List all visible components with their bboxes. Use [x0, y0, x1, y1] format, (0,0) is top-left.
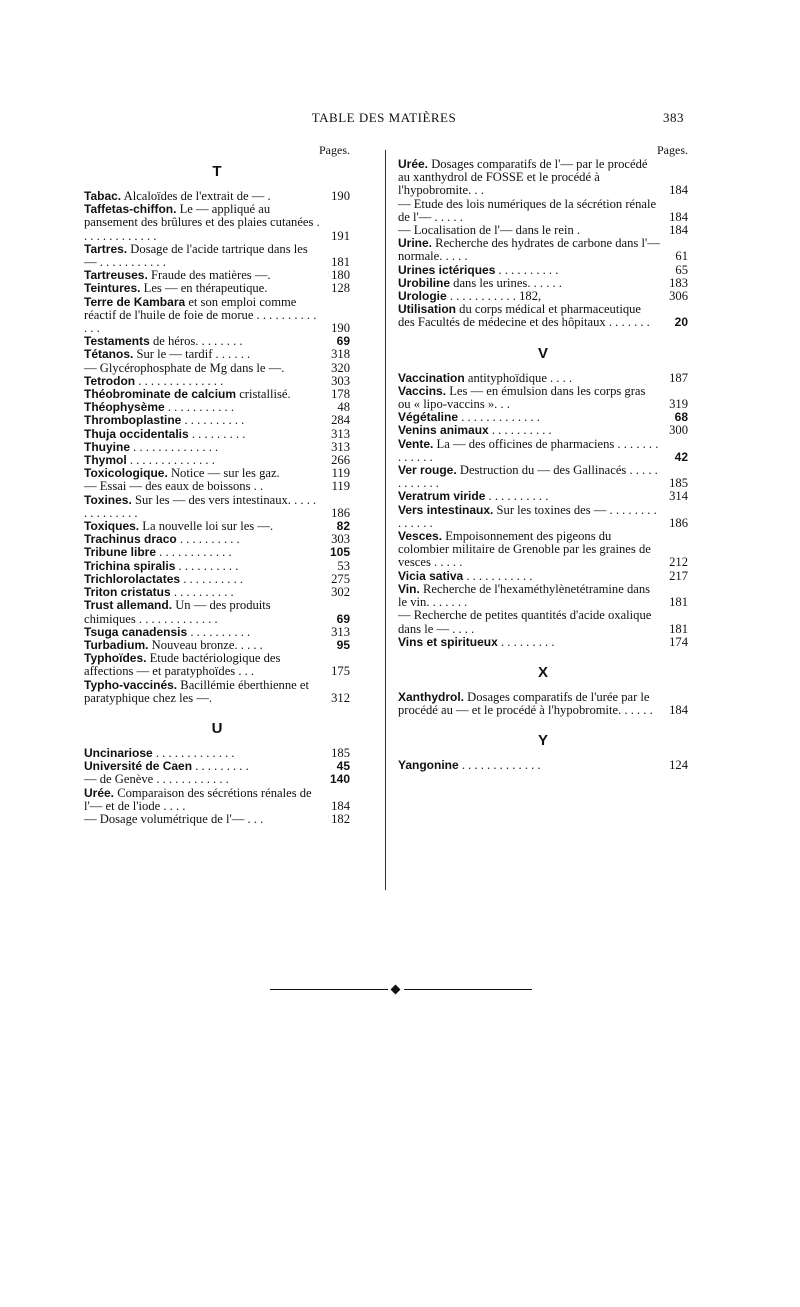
entry-page-number: 275 — [331, 571, 350, 586]
entry-headword: Tsuga canadensis — [84, 624, 188, 639]
entry-headword: Terre de Kambara — [84, 294, 186, 309]
entry-page-number: 184 — [669, 183, 688, 198]
entry-page-number: 186 — [669, 515, 688, 530]
entry-headword: Urines ictériques — [398, 262, 496, 277]
entry-text: Les — en thérapeutique. — [143, 281, 268, 296]
entry-headword: Xanthydrol. — [398, 689, 465, 704]
entry-text: . . . . . . . . . . — [190, 624, 251, 639]
entry-headword: Urine. — [398, 236, 433, 251]
column-divider — [385, 150, 386, 890]
entry-text: . . . . . . . . . . — [179, 532, 240, 547]
entry-headword: Utilisation — [398, 302, 457, 317]
entry-headword: Toxiques. — [84, 519, 140, 534]
entry-headword: Veratrum viride — [398, 489, 486, 504]
entry-headword: Trachinus draco — [84, 532, 177, 547]
entry-text: dans les urines. . . . . . — [453, 275, 562, 290]
entry-text: . . . . . . . . . . . 182, — [449, 289, 542, 304]
index-entry — [84, 494, 350, 520]
entry-text: . . . . . . . . . . — [488, 489, 549, 504]
entry-page-number: 42 — [674, 449, 688, 464]
entry-text: . . . . . . . . . . — [491, 423, 552, 438]
entry-page-number: 186 — [331, 505, 350, 520]
entry-text: . . . . . . . . . . . . . . — [133, 439, 219, 454]
entry-text: Etude bactériologique des affections — et paratyphoïdes . . . — [84, 651, 281, 679]
entry-headword: Vicia sativa — [398, 568, 464, 583]
entry-headword: Tetrodon — [84, 373, 136, 388]
entry-headword: Théophysème — [84, 400, 165, 415]
entry-text: . . . . . . . . . . . . . — [461, 410, 540, 425]
entry-headword: Thromboplastine — [84, 413, 182, 428]
index-entry — [84, 787, 350, 813]
entry-text: . . . . . . . . . . — [178, 558, 239, 573]
entry-headword: Urobiline — [398, 275, 451, 290]
entry-text: Destruction du — des Gallinacés . . . . . . . . . . . . — [398, 463, 658, 491]
entry-headword: Venins animaux — [398, 423, 489, 438]
entry-headword: Tabac. — [84, 189, 122, 203]
entry-text: — Dosage volumétrique de l'— . . . — [84, 811, 264, 826]
entry-text: — Etude des lois numériques de la sécrétion rénale de l'— . . . . . — [398, 196, 657, 224]
entry-headword: Uncinariose — [84, 745, 153, 760]
entry-text: Empoisonnement des pigeons du colombier militaire de Grenoble par les graines de vesces . . . . . — [398, 529, 651, 570]
entry-headword: Vins et spiritueux — [398, 634, 498, 649]
entry-text: Sur le — tardif . . . . . . — [136, 347, 251, 362]
entry-page-number: 124 — [669, 758, 688, 773]
entry-headword: Toxines. — [84, 492, 132, 507]
section-letter: U — [211, 719, 223, 737]
section-letter: V — [537, 344, 548, 362]
index-entry — [398, 691, 688, 717]
entry-text: . . . . . . . . . — [500, 634, 555, 649]
entry-page-number: 69 — [336, 611, 350, 626]
entry-page-number: 181 — [331, 255, 350, 270]
entry-page-number: 184 — [331, 798, 350, 813]
entry-page-number: 95 — [336, 637, 350, 652]
entry-page-number: 187 — [669, 370, 688, 385]
entry-page-number: 184 — [669, 209, 688, 224]
page-title: TABLE DES MATIÈRES — [311, 110, 457, 125]
entry-page-number: 68 — [674, 410, 688, 425]
index-entry — [398, 530, 688, 570]
entry-text: La nouvelle loi sur les —. — [142, 519, 274, 534]
index-entry — [84, 599, 350, 625]
entry-headword: Triton cristatus — [84, 585, 171, 600]
entry-page-number: 105 — [329, 545, 350, 560]
entry-page-number: 182 — [331, 811, 350, 826]
entry-text: . . . . . . . . . . . . . — [155, 745, 235, 760]
entry-headword: Tétanos. — [84, 347, 134, 362]
entry-headword: Vente. — [398, 436, 434, 451]
entry-headword: Turbadium. — [84, 637, 149, 652]
index-entry — [398, 464, 688, 490]
entry-page-number: 320 — [331, 360, 350, 375]
entry-text: Les — en émulsion dans les corps gras ou « lipo-vaccins ». . . — [398, 383, 646, 412]
entry-text: Dosages comparatifs de l'— par le procédé au xanthydrol de FOSSE et le procédé à l'hypobromite. . . — [398, 157, 648, 198]
entry-headword: Thuyine — [84, 439, 131, 454]
entry-page-number: 53 — [337, 558, 350, 573]
end-ornament — [270, 986, 532, 994]
entry-text: — de Genève . . . . . . . . . . . . — [84, 772, 229, 787]
entry-text: Recherche de l'hexaméthylènetétramine dans le vin. . . . . . . — [398, 581, 651, 610]
entry-page-number: 302 — [331, 585, 350, 600]
section-letter: Y — [537, 732, 548, 750]
index-entry — [84, 203, 350, 243]
entry-headword: Vesces. — [398, 529, 443, 544]
entry-page-number: 181 — [669, 621, 688, 636]
entry-text: . . . . . . . . . . . . — [159, 545, 232, 560]
entry-text: . . . . . . . . . . . . . . — [138, 373, 224, 388]
index-entry — [398, 609, 688, 635]
entry-text: Dosages comparatifs de l'urée par le procédé au — et le procédé à l'hypobromite. . . . . . — [398, 689, 653, 718]
running-head — [84, 108, 684, 128]
entry-text: Recherche des hydrates de carbone dans l'— normale. . . . . — [398, 236, 660, 264]
entry-headword: Testaments — [84, 334, 150, 349]
entry-page-number: 314 — [669, 489, 688, 504]
entry-text: Notice — sur les gaz. — [170, 466, 280, 481]
entry-text: antityphoïdique . . . . — [467, 370, 573, 385]
entry-page-number: 140 — [329, 772, 350, 787]
entry-headword: Urée. — [398, 157, 429, 171]
section-letter: T — [212, 163, 222, 180]
entry-text: Le — appliqué au pansement des brûlures et des plaies cutanées . . . . . . . . . . . . . — [84, 202, 320, 243]
index-entry — [398, 759, 688, 772]
entry-headword: Urée. — [84, 785, 115, 800]
entry-text: Fraude des matières —. — [150, 268, 271, 283]
entry-page-number: 185 — [331, 745, 350, 760]
entry-headword: Vaccination — [398, 370, 465, 385]
index-entry — [84, 296, 350, 336]
entry-headword: Vers intestinaux. — [398, 502, 494, 517]
entry-page-number: 217 — [669, 568, 688, 583]
index-entry — [398, 583, 688, 609]
entry-page-number: 184 — [669, 703, 688, 718]
index-entry — [398, 303, 688, 329]
entry-page-number: 266 — [331, 453, 350, 468]
entry-headword: Université de Caen — [84, 759, 193, 774]
entry-text: — Recherche de petites quantités d'acide oxalique dans le — . . . . — [398, 608, 652, 636]
index-entry — [398, 198, 688, 224]
entry-page-number: 191 — [331, 228, 350, 243]
entry-text: du corps médical et pharmaceutique des Facultés de médecine et des hôpitaux . . . . . . . — [398, 302, 650, 330]
entry-page-number: 175 — [331, 664, 350, 679]
entry-page-number: 190 — [331, 189, 350, 203]
entry-headword: Végétaline — [398, 410, 459, 425]
entry-page-number: 20 — [674, 315, 688, 330]
index-entry — [398, 385, 688, 411]
entry-text: . . . . . . . . . . — [183, 571, 244, 586]
index-entry — [398, 504, 688, 530]
entry-headword: Urologie — [398, 289, 447, 304]
entry-headword: Trichlorolactates — [84, 571, 181, 586]
entry-page-number: 82 — [336, 519, 350, 534]
entry-text: et son emploi comme réactif de l'huile de foie de morue . . . . . . . . . . . . . — [84, 294, 317, 336]
entry-headword: Thymol — [84, 453, 127, 468]
entry-page-number: 128 — [331, 281, 350, 296]
entry-page-number: 212 — [669, 555, 688, 570]
entry-headword: Taffetas-chiffon. — [84, 202, 177, 217]
entry-text: . . . . . . . . . — [191, 426, 246, 441]
entry-text: de héros. . . . . . . . — [152, 334, 243, 349]
entry-page-number: 119 — [331, 479, 350, 494]
entry-text: . . . . . . . . . . — [498, 262, 559, 277]
entry-headword: Toxicologique. — [84, 466, 168, 481]
entry-text: Bacillémie éberthienne et paratyphique chez les —. — [84, 677, 309, 705]
entry-text: La — des officines de pharmaciens . . . . . . . . . . . . . — [398, 436, 659, 464]
entry-headword: Tartreuses. — [84, 268, 148, 283]
entry-page-number: 303 — [331, 373, 350, 388]
entry-page-number: 48 — [337, 400, 350, 415]
entry-text: Comparaison des sécrétions rénales de l'— et de l'iode . . . . — [84, 785, 312, 813]
index-entry — [398, 237, 688, 263]
entry-headword: Tartres. — [84, 241, 128, 256]
entry-page-number: 306 — [669, 289, 688, 304]
index-entry — [84, 679, 350, 705]
entry-page-number: 69 — [336, 334, 350, 349]
entry-page-number: 185 — [669, 476, 688, 491]
entry-text: Sur les toxines des — . . . . . . . . . . . . . . — [398, 502, 657, 530]
entry-text: . . . . . . . . . — [195, 759, 249, 774]
entry-text: Sur les — des vers intestinaux. . . . . . . . . . . . . . — [84, 492, 317, 520]
entry-page-number: 180 — [331, 268, 350, 283]
entry-page-number: 181 — [669, 595, 688, 610]
entry-headword: Ver rouge. — [398, 463, 457, 478]
entry-text: Un — des produits chimiques . . . . . . . . . . . . . — [84, 598, 271, 626]
entry-headword: Vin. — [398, 581, 420, 596]
entry-headword: Typho-vaccinés. — [84, 677, 178, 692]
entry-page-number: 119 — [331, 466, 350, 481]
page-number: 383 — [663, 110, 684, 125]
entry-text: . . . . . . . . . . — [173, 585, 234, 600]
pages-label: Pages. — [319, 143, 350, 157]
entry-text: cristallisé. — [239, 387, 291, 402]
entry-page-number: 174 — [669, 634, 688, 649]
entry-headword: Tribune libre — [84, 545, 157, 560]
index-entry — [398, 158, 688, 198]
entry-text: — Localisation de l'— dans le rein . — [398, 223, 581, 238]
entry-headword: Typhoïdes. — [84, 651, 147, 666]
entry-text: . . . . . . . . . . . . . — [461, 758, 541, 773]
index-entry — [398, 636, 688, 649]
entry-headword: Vaccins. — [398, 383, 447, 398]
entry-text: . . . . . . . . . . . . . . — [129, 453, 215, 468]
entry-text: Alcaloïdes de l'extrait de — . — [123, 189, 271, 203]
index-entry — [84, 813, 350, 826]
entry-headword: Trust allemand. — [84, 598, 173, 613]
entry-page-number: 184 — [669, 223, 688, 238]
entry-text: — Essai — des eaux de boissons . . — [84, 479, 264, 494]
index-entry — [84, 243, 350, 269]
entry-headword: Thuja occidentalis — [84, 426, 189, 441]
entry-headword: Théobrominate de calcium — [84, 387, 237, 402]
entry-page-number: 61 — [675, 249, 688, 264]
entry-page-number: 303 — [331, 532, 350, 547]
entry-page-number: 300 — [669, 423, 688, 438]
entry-text: . . . . . . . . . . . — [167, 400, 234, 415]
entry-page-number: 284 — [331, 413, 350, 428]
entry-text: . . . . . . . . . . . — [466, 568, 533, 583]
entry-headword: Yangonine — [398, 758, 459, 773]
entry-text: — Glycérophosphate de Mg dans le —. — [84, 360, 285, 375]
entry-text: . . . . . . . . . . — [184, 413, 245, 428]
index-entry — [84, 652, 350, 678]
entry-headword: Trichina spiralis — [84, 558, 176, 573]
entry-page-number: 190 — [331, 321, 350, 336]
entry-page-number: 183 — [669, 275, 688, 290]
entry-page-number: 65 — [675, 262, 688, 277]
entry-page-number: 313 — [331, 439, 350, 454]
entry-text: Nouveau bronze. . . . . — [151, 637, 263, 652]
section-letter: X — [537, 663, 548, 681]
left-column — [84, 142, 350, 826]
entry-page-number: 178 — [331, 387, 350, 402]
entry-page-number: 313 — [331, 426, 350, 441]
entry-page-number: 313 — [331, 624, 350, 639]
pages-label: Pages. — [657, 143, 688, 157]
entry-page-number: 319 — [669, 397, 688, 412]
entry-text: Dosage de l'acide tartrique dans les — . . . . . . . . . . . — [84, 241, 308, 270]
index-entry — [398, 438, 688, 464]
entry-headword: Teintures. — [84, 281, 141, 296]
entry-page-number: 45 — [336, 759, 350, 774]
entry-page-number: 318 — [331, 347, 350, 362]
right-column — [398, 142, 688, 773]
entry-page-number: 312 — [331, 690, 350, 705]
